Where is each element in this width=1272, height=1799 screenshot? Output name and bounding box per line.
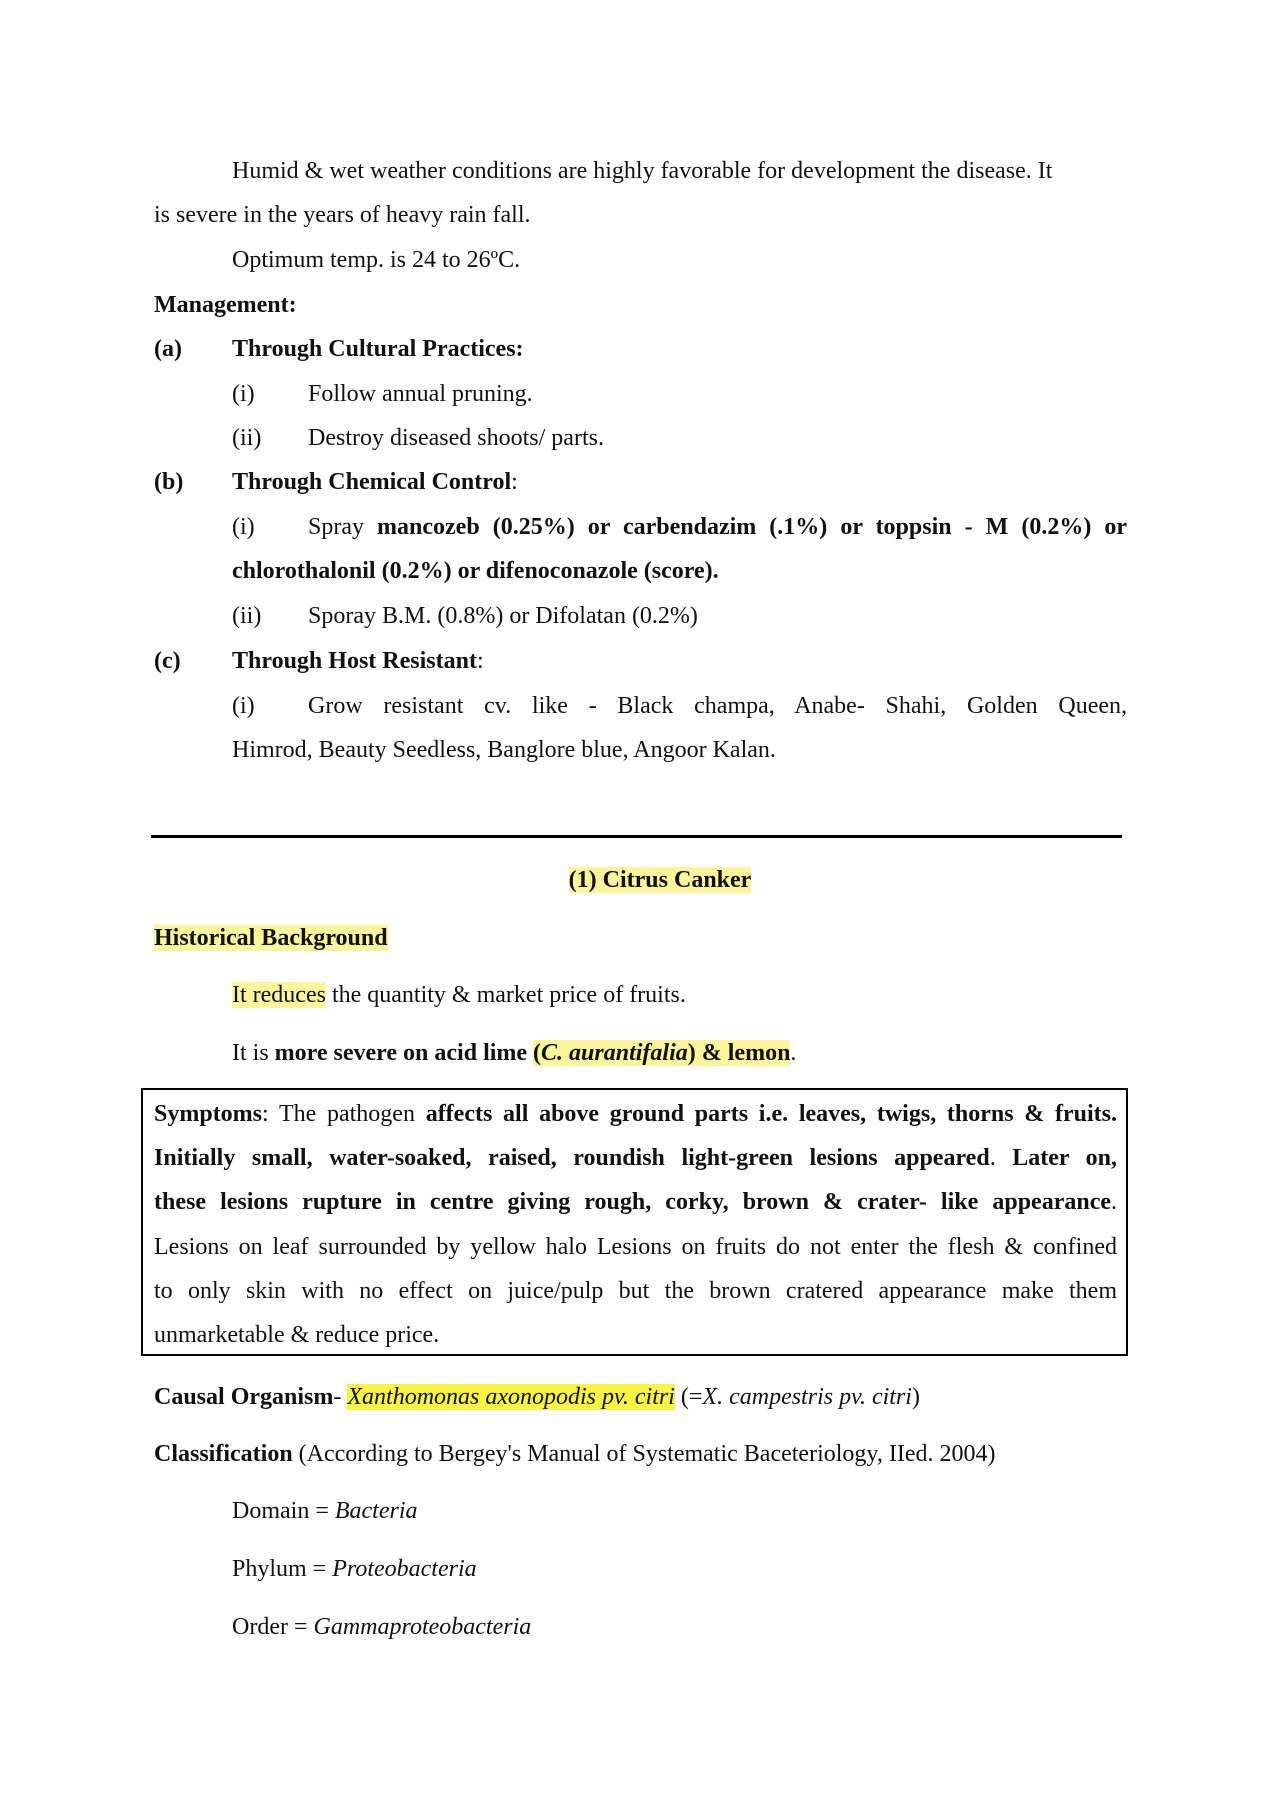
management-heading: Management: xyxy=(154,292,297,318)
symptoms-bold: affects all above ground parts i.e. leaves, twigs, thorns & fruits. xyxy=(425,1101,1117,1127)
symptoms-line3 xyxy=(154,1187,1117,1217)
taxon-rank: Order = xyxy=(232,1614,314,1640)
organism-name: Xanthomonas axonopodis pv. citri xyxy=(347,1384,675,1410)
intro-paragraph-line1: Humid & wet weather conditions are highly favorable for development the disease. It xyxy=(232,158,1053,184)
taxon-rank: Domain = xyxy=(232,1498,335,1524)
section-b-item-1-line2: chlorothalonil (0.2%) or difenoconazole (score). xyxy=(232,558,719,584)
paren-open: ( xyxy=(533,1040,542,1066)
causal-label: Causal Organism xyxy=(154,1384,334,1410)
item-marker: (ii) xyxy=(232,425,262,451)
item-marker: (i) xyxy=(232,381,255,407)
historical-line1 xyxy=(232,980,686,1010)
fungicide-list: mancozeb (0.25%) or carbendazim (.1%) or toppsin - M (0.2%) or xyxy=(377,514,1128,540)
classification-line xyxy=(154,1439,995,1469)
taxon-name: Proteobacteria xyxy=(332,1556,477,1582)
section-a-item-1 xyxy=(232,379,533,409)
item-text: Sporay B.M. (0.8%) or Difolatan (0.2%) xyxy=(308,603,698,629)
host-species: C. aurantifalia xyxy=(541,1040,688,1066)
section-c-marker: (c) xyxy=(154,648,181,674)
period: . xyxy=(790,1040,797,1066)
causal-dash: - xyxy=(333,1384,348,1410)
item-marker: (i) xyxy=(232,693,255,719)
symptoms-bold: these lesions rupture in centre giving rough, corky, brown & crater- like appearance xyxy=(154,1189,1111,1215)
symptoms-line2 xyxy=(154,1143,1117,1173)
classification-source: (According to Bergey's Manual of Systematic Baceteriology, IIed. 2004) xyxy=(292,1441,996,1467)
taxon-name: Bacteria xyxy=(334,1498,418,1524)
taxon-name: Gammaproteobacteria xyxy=(313,1614,532,1640)
taxon-rank: Phylum = xyxy=(232,1556,333,1582)
historical-heading-wrap xyxy=(154,923,388,953)
item-prefix: Spray xyxy=(308,514,378,540)
section-b-title xyxy=(232,467,518,497)
symptoms-dot: . xyxy=(1111,1189,1117,1215)
section-c-title xyxy=(232,646,484,676)
section-c-title-text: Through Host Resistant xyxy=(232,648,477,674)
causal-organism-line xyxy=(154,1382,920,1412)
intro-paragraph-line2: is severe in the years of heavy rain fall. xyxy=(154,202,531,228)
host-highlight xyxy=(533,1040,790,1066)
section-a-marker: (a) xyxy=(154,336,182,362)
item-marker: (ii) xyxy=(232,603,262,629)
historical-heading: Historical Background xyxy=(154,925,388,951)
classification-label: Classification xyxy=(154,1441,293,1467)
symptoms-line4: Lesions on leaf surrounded by yellow halo Lesions on fruits do not enter the flesh & confined xyxy=(154,1234,1117,1260)
symptoms-label: Symptoms xyxy=(154,1101,263,1127)
symptoms-dot: . xyxy=(989,1145,996,1171)
section-c-title-colon: : xyxy=(476,648,484,674)
taxon-domain xyxy=(232,1496,418,1526)
symptoms-line5: to only skin with no effect on juice/pulp but the brown cratered appearance make them xyxy=(154,1278,1117,1304)
symptoms-bold: Initially small, water-soaked, raised, roundish light-green lesions appeared xyxy=(154,1145,990,1171)
host-close: ) & lemon xyxy=(687,1040,791,1066)
synonym-open: (= xyxy=(674,1384,703,1410)
taxon-phylum xyxy=(232,1554,477,1584)
section-b-item-1-line1 xyxy=(232,512,1127,542)
section-b-title-colon: : xyxy=(511,469,518,495)
section-c-item-1-line2: Himrod, Beauty Seedless, Banglore blue, Angoor Kalan. xyxy=(232,737,776,763)
symptoms-line6: unmarketable & reduce price. xyxy=(154,1322,440,1348)
section-b-marker: (b) xyxy=(154,469,184,495)
item-marker: (i) xyxy=(232,514,255,540)
symptoms-intro: : The pathogen xyxy=(262,1101,426,1127)
section-a-title-text: Through Cultural Practices: xyxy=(232,336,524,362)
synonym-close: ) xyxy=(911,1384,920,1410)
disease-title: (1) Citrus Canker xyxy=(568,867,752,893)
highlight-text: It reduces xyxy=(232,982,326,1008)
disease-title-wrap xyxy=(0,865,1272,895)
symptoms-line1 xyxy=(154,1099,1117,1129)
symptoms-bold: Later on, xyxy=(995,1145,1118,1171)
organism-synonym: X. campestris pv. citri xyxy=(702,1384,912,1410)
historical-line2 xyxy=(232,1038,796,1068)
plain-text: It is xyxy=(232,1040,275,1066)
item-text: Grow resistant cv. like - Black champa, Anabe- Shahi, Golden Queen, xyxy=(308,693,1127,719)
section-a-title xyxy=(232,334,524,364)
section-b-item-2 xyxy=(232,601,698,631)
section-c-item-1-line1 xyxy=(232,691,1127,721)
item-text: Follow annual pruning. xyxy=(308,381,533,407)
bold-text: more severe on acid lime xyxy=(274,1040,534,1066)
plain-text: the quantity & market price of fruits. xyxy=(325,982,686,1008)
section-divider xyxy=(151,835,1122,838)
taxon-order xyxy=(232,1612,531,1642)
item-text: Destroy diseased shoots/ parts. xyxy=(308,425,604,451)
section-a-item-2 xyxy=(232,423,604,453)
section-b-title-text: Through Chemical Control xyxy=(232,469,512,495)
optimum-temp-text: Optimum temp. is 24 to 26ºC. xyxy=(232,247,521,273)
